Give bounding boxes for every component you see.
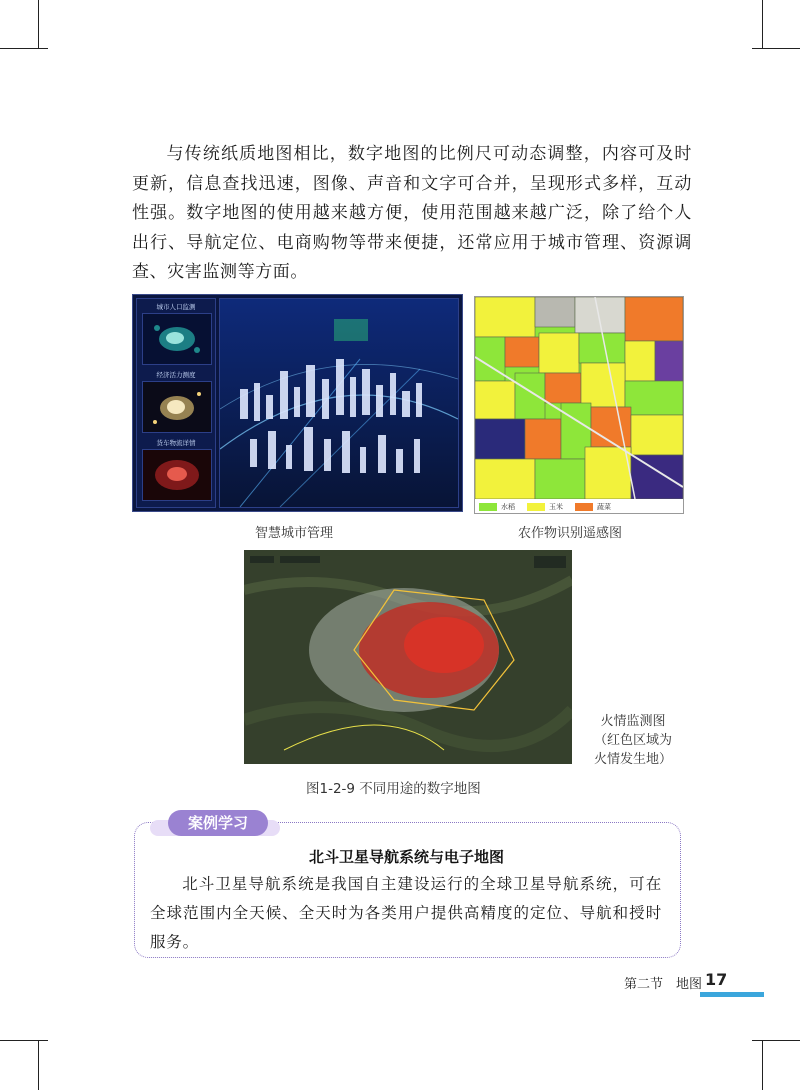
crop-remote-sensing-figure	[474, 296, 684, 514]
legend-label-corn: 玉米	[549, 503, 563, 511]
case-study-tab: 案例学习	[168, 810, 268, 836]
city-caption: 智慧城市管理	[255, 526, 334, 541]
logistics-thumbnail	[142, 449, 212, 501]
legend-swatch-rice	[479, 503, 497, 511]
economy-thumbnail	[142, 381, 212, 433]
fire-caption	[583, 712, 683, 769]
crop-mark-tl-h	[0, 48, 48, 49]
crop-legend	[475, 501, 683, 513]
case-study-body: 北斗卫星导航系统是我国自主建设运行的全球卫星导航系统，可在全球范围内全天候、全天时为各类用户提供高精度的定位、导航和授时服务。	[150, 875, 662, 951]
footer-section-title: 第二节 地图	[624, 977, 703, 992]
figure-caption: 图1-2-9 不同用途的数字地图	[306, 781, 481, 797]
legend-swatch-corn	[527, 503, 545, 511]
footer-accent-bar	[700, 992, 764, 997]
side-label-economy: 经济活力测度	[156, 371, 196, 379]
crop-mark-br-v	[762, 1040, 763, 1090]
crop-mark-bl-h	[0, 1040, 48, 1041]
body-paragraph	[132, 140, 692, 288]
case-study-text	[150, 870, 662, 957]
legend-label-rice: 水稻	[501, 503, 515, 511]
fire-caption-line-1: 火情监测图	[600, 714, 666, 729]
fire-caption-line-3: 火情发生地）	[593, 752, 672, 767]
crop-mark-tr-h	[752, 48, 800, 49]
fire-map	[244, 550, 572, 764]
legend-swatch-vegetable	[575, 503, 593, 511]
crops-caption: 农作物识别遥感图	[518, 526, 623, 541]
city-side-panel	[136, 298, 216, 508]
fire-caption-line-2: （红色区域为	[593, 733, 672, 748]
side-label-population: 城市人口监测	[156, 303, 196, 311]
smart-city-figure	[132, 294, 463, 512]
case-study-title: 北斗卫星导航系统与电子地图	[308, 848, 504, 866]
crop-mark-bl-v	[38, 1040, 39, 1090]
crop-mark-br-h	[752, 1040, 800, 1041]
population-thumbnail	[142, 313, 212, 365]
side-label-logistics: 货车物流详情	[156, 439, 196, 447]
fire-monitoring-figure	[244, 550, 572, 764]
crop-mark-tr-v	[762, 0, 763, 48]
page-number: 17	[705, 970, 728, 989]
body-paragraph-text: 与传统纸质地图相比，数字地图的比例尺可动态调整，内容可及时更新，信息查找迅速，图像、声音和文字可合并，呈现形式多样，互动性强。数字地图的使用越来越方便，使用范围越来越广泛，除了给个人出行、导航定位、电商购物等带来便捷，还常应用于城市管理、资源调查、灾害监测等方面。	[132, 144, 692, 282]
city-3d-map	[219, 298, 459, 508]
crop-map	[475, 297, 683, 499]
legend-label-vegetable: 蔬菜	[597, 503, 611, 511]
crop-mark-tl-v	[38, 0, 39, 48]
